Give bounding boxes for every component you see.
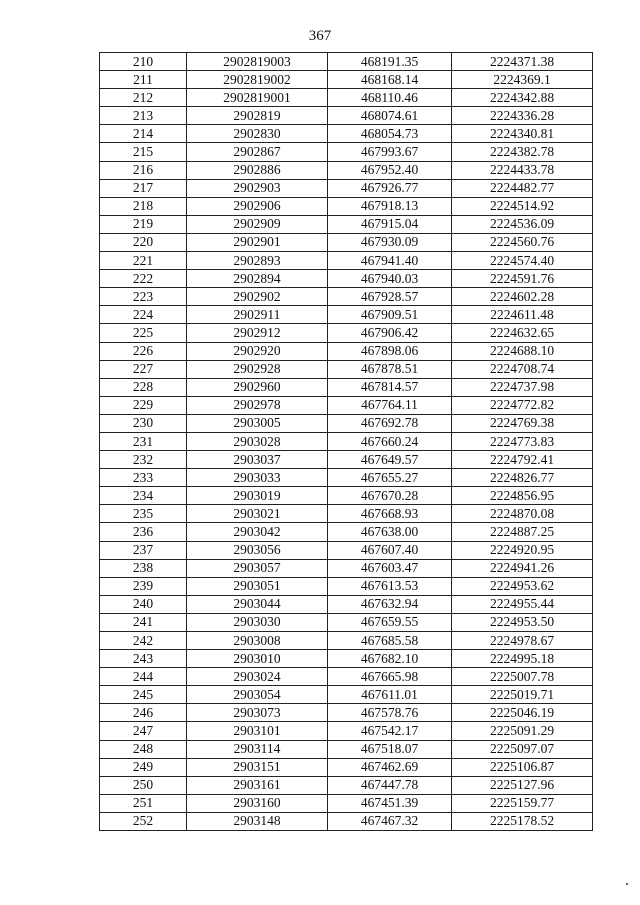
y-coordinate-cell: 2224482.77 bbox=[452, 179, 593, 197]
x-coordinate-cell: 468168.14 bbox=[328, 71, 452, 89]
y-coordinate-cell: 2224611.48 bbox=[452, 306, 593, 324]
point-id-cell: 2903151 bbox=[187, 758, 328, 776]
point-id-cell: 2902819003 bbox=[187, 53, 328, 71]
table-row bbox=[100, 722, 593, 740]
point-id-cell: 2903044 bbox=[187, 595, 328, 613]
x-coordinate-cell: 467918.13 bbox=[328, 197, 452, 215]
corner-dot-mark bbox=[626, 883, 628, 885]
table-row bbox=[100, 378, 593, 396]
x-coordinate-cell: 467578.76 bbox=[328, 704, 452, 722]
y-coordinate-cell: 2224708.74 bbox=[452, 360, 593, 378]
table-row bbox=[100, 414, 593, 432]
y-coordinate-cell: 2224773.83 bbox=[452, 432, 593, 450]
table-row bbox=[100, 686, 593, 704]
x-coordinate-cell: 468191.35 bbox=[328, 53, 452, 71]
point-number-cell: 225 bbox=[100, 324, 187, 342]
x-coordinate-cell: 467462.69 bbox=[328, 758, 452, 776]
y-coordinate-cell: 2225178.52 bbox=[452, 812, 593, 830]
point-id-cell: 2903160 bbox=[187, 794, 328, 812]
table-row bbox=[100, 794, 593, 812]
point-id-cell: 2903037 bbox=[187, 451, 328, 469]
point-number-cell: 244 bbox=[100, 668, 187, 686]
point-id-cell: 2902894 bbox=[187, 270, 328, 288]
table-row bbox=[100, 53, 593, 71]
point-number-cell: 233 bbox=[100, 469, 187, 487]
point-number-cell: 243 bbox=[100, 650, 187, 668]
x-coordinate-cell: 467909.51 bbox=[328, 306, 452, 324]
point-id-cell: 2903005 bbox=[187, 414, 328, 432]
table-row bbox=[100, 215, 593, 233]
point-id-cell: 2902886 bbox=[187, 161, 328, 179]
x-coordinate-cell: 467607.40 bbox=[328, 541, 452, 559]
table-row bbox=[100, 740, 593, 758]
table-row bbox=[100, 270, 593, 288]
y-coordinate-cell: 2224591.76 bbox=[452, 270, 593, 288]
point-number-cell: 242 bbox=[100, 632, 187, 650]
point-number-cell: 215 bbox=[100, 143, 187, 161]
table-row bbox=[100, 632, 593, 650]
x-coordinate-cell: 467692.78 bbox=[328, 414, 452, 432]
coordinates-table-body bbox=[100, 53, 593, 831]
x-coordinate-cell: 467638.00 bbox=[328, 523, 452, 541]
x-coordinate-cell: 467611.01 bbox=[328, 686, 452, 704]
point-number-cell: 239 bbox=[100, 577, 187, 595]
point-id-cell: 2902912 bbox=[187, 324, 328, 342]
table-row bbox=[100, 360, 593, 378]
point-number-cell: 210 bbox=[100, 53, 187, 71]
table-row bbox=[100, 541, 593, 559]
point-number-cell: 216 bbox=[100, 161, 187, 179]
y-coordinate-cell: 2224792.41 bbox=[452, 451, 593, 469]
y-coordinate-cell: 2224602.28 bbox=[452, 288, 593, 306]
x-coordinate-cell: 467926.77 bbox=[328, 179, 452, 197]
point-id-cell: 2903056 bbox=[187, 541, 328, 559]
y-coordinate-cell: 2224978.67 bbox=[452, 632, 593, 650]
point-id-cell: 2902902 bbox=[187, 288, 328, 306]
point-number-cell: 249 bbox=[100, 758, 187, 776]
point-number-cell: 222 bbox=[100, 270, 187, 288]
x-coordinate-cell: 467542.17 bbox=[328, 722, 452, 740]
y-coordinate-cell: 2224769.38 bbox=[452, 414, 593, 432]
point-id-cell: 2902960 bbox=[187, 378, 328, 396]
point-number-cell: 218 bbox=[100, 197, 187, 215]
y-coordinate-cell: 2224433.78 bbox=[452, 161, 593, 179]
table-row bbox=[100, 396, 593, 414]
point-number-cell: 219 bbox=[100, 215, 187, 233]
y-coordinate-cell: 2224336.28 bbox=[452, 107, 593, 125]
y-coordinate-cell: 2225097.07 bbox=[452, 740, 593, 758]
x-coordinate-cell: 467451.39 bbox=[328, 794, 452, 812]
point-id-cell: 2902928 bbox=[187, 360, 328, 378]
point-id-cell: 2903024 bbox=[187, 668, 328, 686]
x-coordinate-cell: 467814.57 bbox=[328, 378, 452, 396]
table-row bbox=[100, 71, 593, 89]
point-id-cell: 2903028 bbox=[187, 432, 328, 450]
y-coordinate-cell: 2224514.92 bbox=[452, 197, 593, 215]
point-number-cell: 250 bbox=[100, 776, 187, 794]
x-coordinate-cell: 467668.93 bbox=[328, 505, 452, 523]
table-row bbox=[100, 125, 593, 143]
x-coordinate-cell: 467764.11 bbox=[328, 396, 452, 414]
x-coordinate-cell: 468110.46 bbox=[328, 89, 452, 107]
table-row bbox=[100, 613, 593, 631]
point-number-cell: 245 bbox=[100, 686, 187, 704]
point-id-cell: 2902911 bbox=[187, 306, 328, 324]
x-coordinate-cell: 467878.51 bbox=[328, 360, 452, 378]
point-number-cell: 214 bbox=[100, 125, 187, 143]
y-coordinate-cell: 2224953.62 bbox=[452, 577, 593, 595]
point-number-cell: 241 bbox=[100, 613, 187, 631]
table-row bbox=[100, 577, 593, 595]
x-coordinate-cell: 467940.03 bbox=[328, 270, 452, 288]
point-number-cell: 232 bbox=[100, 451, 187, 469]
y-coordinate-cell: 2225159.77 bbox=[452, 794, 593, 812]
y-coordinate-cell: 2224369.1 bbox=[452, 71, 593, 89]
y-coordinate-cell: 2224342.88 bbox=[452, 89, 593, 107]
y-coordinate-cell: 2224941.26 bbox=[452, 559, 593, 577]
point-number-cell: 230 bbox=[100, 414, 187, 432]
point-id-cell: 2903033 bbox=[187, 469, 328, 487]
table-row bbox=[100, 559, 593, 577]
x-coordinate-cell: 467993.67 bbox=[328, 143, 452, 161]
table-row bbox=[100, 143, 593, 161]
table-row bbox=[100, 432, 593, 450]
table-row bbox=[100, 89, 593, 107]
point-number-cell: 227 bbox=[100, 360, 187, 378]
table-row bbox=[100, 252, 593, 270]
point-id-cell: 2902819 bbox=[187, 107, 328, 125]
point-number-cell: 234 bbox=[100, 487, 187, 505]
y-coordinate-cell: 2225007.78 bbox=[452, 668, 593, 686]
x-coordinate-cell: 468074.61 bbox=[328, 107, 452, 125]
x-coordinate-cell: 467665.98 bbox=[328, 668, 452, 686]
point-number-cell: 247 bbox=[100, 722, 187, 740]
table-row bbox=[100, 161, 593, 179]
table-row bbox=[100, 650, 593, 668]
point-number-cell: 211 bbox=[100, 71, 187, 89]
y-coordinate-cell: 2224772.82 bbox=[452, 396, 593, 414]
x-coordinate-cell: 467603.47 bbox=[328, 559, 452, 577]
y-coordinate-cell: 2224371.38 bbox=[452, 53, 593, 71]
table-row bbox=[100, 758, 593, 776]
table-row bbox=[100, 451, 593, 469]
table-row bbox=[100, 523, 593, 541]
y-coordinate-cell: 2224340.81 bbox=[452, 125, 593, 143]
table-row bbox=[100, 776, 593, 794]
point-number-cell: 217 bbox=[100, 179, 187, 197]
y-coordinate-cell: 2224560.76 bbox=[452, 233, 593, 251]
point-id-cell: 2902830 bbox=[187, 125, 328, 143]
x-coordinate-cell: 467659.55 bbox=[328, 613, 452, 631]
x-coordinate-cell: 467670.28 bbox=[328, 487, 452, 505]
point-number-cell: 228 bbox=[100, 378, 187, 396]
x-coordinate-cell: 468054.73 bbox=[328, 125, 452, 143]
table-row bbox=[100, 342, 593, 360]
point-id-cell: 2903114 bbox=[187, 740, 328, 758]
point-id-cell: 2903019 bbox=[187, 487, 328, 505]
point-id-cell: 2902819001 bbox=[187, 89, 328, 107]
point-id-cell: 2903101 bbox=[187, 722, 328, 740]
point-id-cell: 2903073 bbox=[187, 704, 328, 722]
x-coordinate-cell: 467930.09 bbox=[328, 233, 452, 251]
y-coordinate-cell: 2224870.08 bbox=[452, 505, 593, 523]
point-number-cell: 246 bbox=[100, 704, 187, 722]
point-number-cell: 252 bbox=[100, 812, 187, 830]
y-coordinate-cell: 2224382.78 bbox=[452, 143, 593, 161]
point-id-cell: 2903161 bbox=[187, 776, 328, 794]
x-coordinate-cell: 467467.32 bbox=[328, 812, 452, 830]
coordinates-table bbox=[99, 52, 593, 831]
y-coordinate-cell: 2225091.29 bbox=[452, 722, 593, 740]
x-coordinate-cell: 467649.57 bbox=[328, 451, 452, 469]
table-row bbox=[100, 505, 593, 523]
y-coordinate-cell: 2225106.87 bbox=[452, 758, 593, 776]
point-number-cell: 220 bbox=[100, 233, 187, 251]
table-row bbox=[100, 704, 593, 722]
y-coordinate-cell: 2224995.18 bbox=[452, 650, 593, 668]
table-row bbox=[100, 288, 593, 306]
table-row bbox=[100, 179, 593, 197]
table-row bbox=[100, 107, 593, 125]
point-id-cell: 2902903 bbox=[187, 179, 328, 197]
x-coordinate-cell: 467915.04 bbox=[328, 215, 452, 233]
point-number-cell: 223 bbox=[100, 288, 187, 306]
point-id-cell: 2903051 bbox=[187, 577, 328, 595]
y-coordinate-cell: 2224953.50 bbox=[452, 613, 593, 631]
point-number-cell: 236 bbox=[100, 523, 187, 541]
point-number-cell: 213 bbox=[100, 107, 187, 125]
y-coordinate-cell: 2225019.71 bbox=[452, 686, 593, 704]
x-coordinate-cell: 467898.06 bbox=[328, 342, 452, 360]
point-id-cell: 2903010 bbox=[187, 650, 328, 668]
x-coordinate-cell: 467906.42 bbox=[328, 324, 452, 342]
point-number-cell: 251 bbox=[100, 794, 187, 812]
x-coordinate-cell: 467518.07 bbox=[328, 740, 452, 758]
point-id-cell: 2902893 bbox=[187, 252, 328, 270]
point-number-cell: 231 bbox=[100, 432, 187, 450]
point-number-cell: 224 bbox=[100, 306, 187, 324]
page-number: 367 bbox=[308, 28, 332, 44]
point-number-cell: 226 bbox=[100, 342, 187, 360]
table-row bbox=[100, 324, 593, 342]
table-row bbox=[100, 233, 593, 251]
y-coordinate-cell: 2224688.10 bbox=[452, 342, 593, 360]
x-coordinate-cell: 467928.57 bbox=[328, 288, 452, 306]
x-coordinate-cell: 467447.78 bbox=[328, 776, 452, 794]
y-coordinate-cell: 2224536.09 bbox=[452, 215, 593, 233]
point-id-cell: 2902920 bbox=[187, 342, 328, 360]
point-number-cell: 248 bbox=[100, 740, 187, 758]
y-coordinate-cell: 2224955.44 bbox=[452, 595, 593, 613]
x-coordinate-cell: 467613.53 bbox=[328, 577, 452, 595]
point-id-cell: 2902901 bbox=[187, 233, 328, 251]
y-coordinate-cell: 2224887.25 bbox=[452, 523, 593, 541]
x-coordinate-cell: 467941.40 bbox=[328, 252, 452, 270]
point-number-cell: 221 bbox=[100, 252, 187, 270]
y-coordinate-cell: 2224826.77 bbox=[452, 469, 593, 487]
y-coordinate-cell: 2225046.19 bbox=[452, 704, 593, 722]
table-row bbox=[100, 812, 593, 830]
point-number-cell: 238 bbox=[100, 559, 187, 577]
point-id-cell: 2903042 bbox=[187, 523, 328, 541]
y-coordinate-cell: 2224737.98 bbox=[452, 378, 593, 396]
point-id-cell: 2903008 bbox=[187, 632, 328, 650]
y-coordinate-cell: 2225127.96 bbox=[452, 776, 593, 794]
y-coordinate-cell: 2224574.40 bbox=[452, 252, 593, 270]
point-number-cell: 235 bbox=[100, 505, 187, 523]
y-coordinate-cell: 2224632.65 bbox=[452, 324, 593, 342]
y-coordinate-cell: 2224920.95 bbox=[452, 541, 593, 559]
x-coordinate-cell: 467632.94 bbox=[328, 595, 452, 613]
point-id-cell: 2902978 bbox=[187, 396, 328, 414]
x-coordinate-cell: 467685.58 bbox=[328, 632, 452, 650]
point-id-cell: 2902909 bbox=[187, 215, 328, 233]
point-id-cell: 2902819002 bbox=[187, 71, 328, 89]
point-number-cell: 237 bbox=[100, 541, 187, 559]
table-row bbox=[100, 197, 593, 215]
table-row bbox=[100, 487, 593, 505]
point-number-cell: 229 bbox=[100, 396, 187, 414]
table-row bbox=[100, 469, 593, 487]
point-id-cell: 2903057 bbox=[187, 559, 328, 577]
point-id-cell: 2902867 bbox=[187, 143, 328, 161]
table-row bbox=[100, 668, 593, 686]
point-number-cell: 212 bbox=[100, 89, 187, 107]
point-id-cell: 2903054 bbox=[187, 686, 328, 704]
point-id-cell: 2903030 bbox=[187, 613, 328, 631]
point-number-cell: 240 bbox=[100, 595, 187, 613]
table-row bbox=[100, 306, 593, 324]
y-coordinate-cell: 2224856.95 bbox=[452, 487, 593, 505]
x-coordinate-cell: 467682.10 bbox=[328, 650, 452, 668]
point-id-cell: 2902906 bbox=[187, 197, 328, 215]
table-row bbox=[100, 595, 593, 613]
x-coordinate-cell: 467660.24 bbox=[328, 432, 452, 450]
x-coordinate-cell: 467655.27 bbox=[328, 469, 452, 487]
x-coordinate-cell: 467952.40 bbox=[328, 161, 452, 179]
point-id-cell: 2903148 bbox=[187, 812, 328, 830]
point-id-cell: 2903021 bbox=[187, 505, 328, 523]
